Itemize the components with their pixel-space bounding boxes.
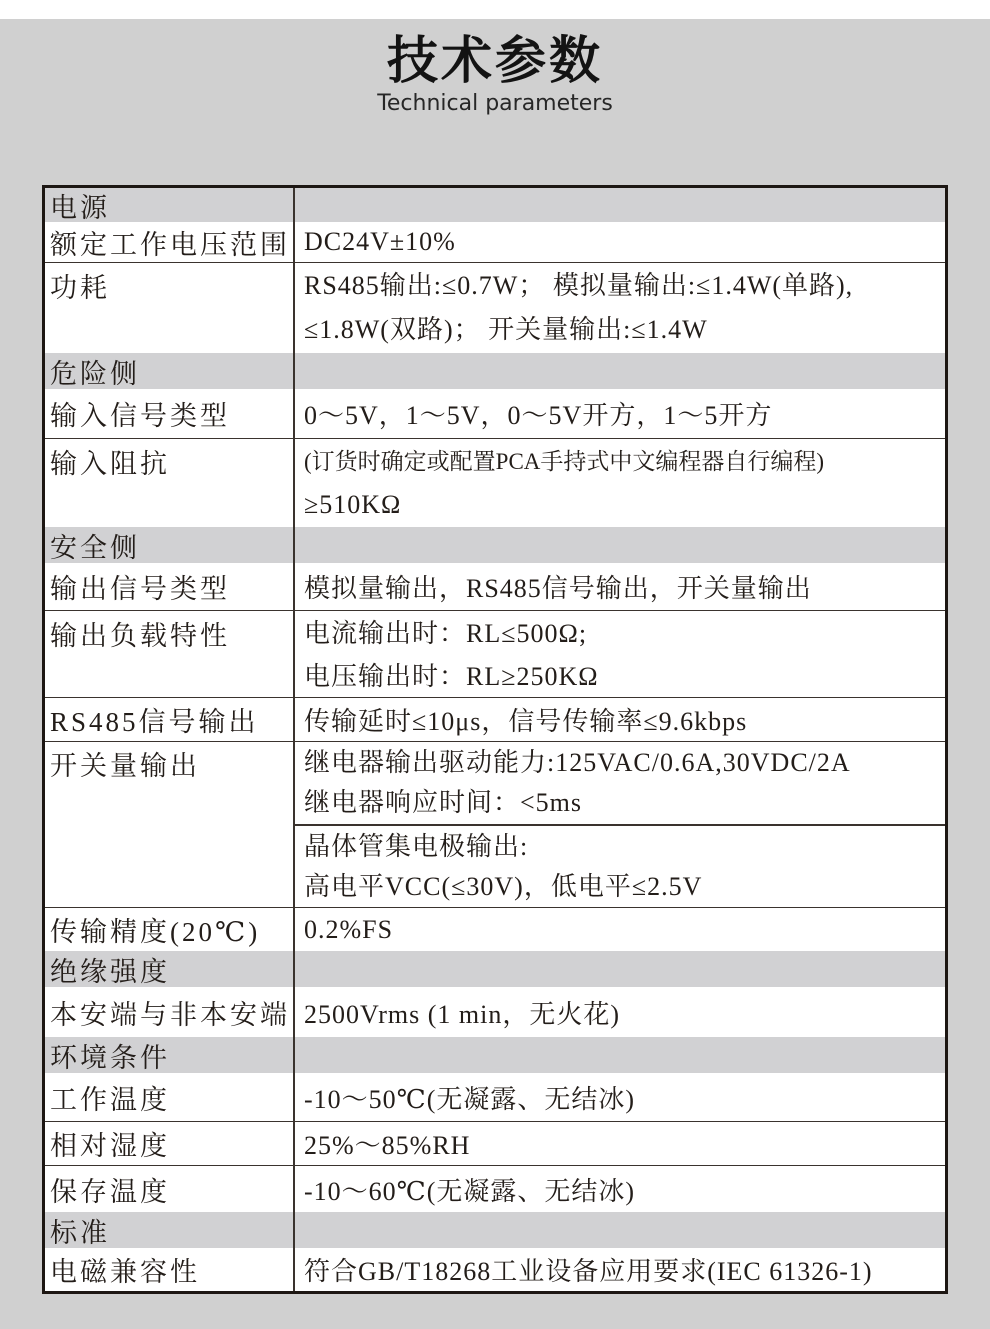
row-label: 相对湿度 xyxy=(45,1122,295,1165)
value-line: (订货时确定或配置PCA手持式中文编程器自行编程) xyxy=(304,449,825,474)
row-output-load-characteristics xyxy=(45,611,945,698)
section-value-empty xyxy=(295,1212,945,1248)
section-value-empty xyxy=(295,353,945,389)
row-storage-temperature xyxy=(45,1166,945,1212)
transistor-output-block xyxy=(295,824,945,906)
value-line: ≤1.8W(双路)； 开关量输出:≤1.4W xyxy=(304,315,708,344)
row-is-end-to-non-is-end xyxy=(45,987,945,1037)
row-label: 传输精度(20℃) xyxy=(45,908,295,951)
row-value: 模拟量输出，RS485信号输出，开关量输出 xyxy=(304,574,812,603)
section-value-empty xyxy=(295,951,945,987)
value-line: 高电平VCC(≤30V)，低电平≤2.5V xyxy=(304,872,703,901)
section-row-standard xyxy=(45,1212,945,1248)
value-line: 晶体管集电极输出: xyxy=(304,832,529,861)
section-label: 绝缘强度 xyxy=(45,951,295,987)
section-label: 安全侧 xyxy=(45,527,295,563)
section-row-environmental-conditions xyxy=(45,1037,945,1073)
row-label: 输入阻抗 xyxy=(45,439,295,527)
value-line: 电压输出时：RL≥250KΩ xyxy=(304,662,599,691)
value-line: 继电器输出驱动能力:125VAC/0.6A,30VDC/2A xyxy=(304,748,851,777)
row-value xyxy=(295,439,945,527)
value-line: ≥510KΩ xyxy=(304,490,402,519)
row-rated-working-voltage-range xyxy=(45,222,945,263)
section-value-empty xyxy=(295,188,945,222)
row-label: 功耗 xyxy=(45,263,295,353)
row-working-temperature xyxy=(45,1073,945,1122)
section-label: 标准 xyxy=(45,1212,295,1248)
section-value-empty xyxy=(295,1037,945,1073)
value-line: 继电器响应时间：<5ms xyxy=(304,788,583,817)
section-value-empty xyxy=(295,527,945,563)
section-row-safe-side xyxy=(45,527,945,563)
value-line: 电流输出时：RL≤500Ω; xyxy=(304,619,588,648)
page-title: 技术参数 xyxy=(386,32,603,91)
row-label: 保存温度 xyxy=(45,1166,295,1212)
row-label: 工作温度 xyxy=(45,1073,295,1121)
row-value xyxy=(295,742,945,907)
section-row-insulation-strength xyxy=(45,951,945,987)
section-row-power xyxy=(45,188,945,222)
row-input-impedance xyxy=(45,439,945,527)
page-header xyxy=(0,34,990,116)
row-value: 2500Vrms (1 min，无火花) xyxy=(304,999,620,1029)
row-transmission-accuracy xyxy=(45,908,945,951)
section-label: 电源 xyxy=(45,188,295,222)
row-value: 0.2%FS xyxy=(304,914,394,944)
row-value: 25%～85%RH xyxy=(304,1131,471,1160)
row-rs485-signal-output xyxy=(45,698,945,742)
row-value xyxy=(295,263,945,353)
row-label: 本安端与非本安端 xyxy=(45,987,295,1037)
row-label: 额定工作电压范围 xyxy=(45,222,295,262)
section-label: 危险侧 xyxy=(45,353,295,389)
row-label: RS485信号输出 xyxy=(45,698,295,741)
row-label: 电磁兼容性 xyxy=(45,1248,295,1291)
row-value: 0～5V，1～5V，0～5V开方，1～5开方 xyxy=(304,401,773,430)
row-input-signal-type xyxy=(45,389,945,439)
row-switch-output xyxy=(45,742,945,908)
row-emc xyxy=(45,1248,945,1291)
row-relative-humidity xyxy=(45,1122,945,1166)
spec-table xyxy=(42,185,948,1294)
row-value xyxy=(295,611,945,697)
row-value: DC24V±10% xyxy=(304,227,456,256)
section-row-hazardous-side xyxy=(45,353,945,389)
row-value: -10～50℃(无凝露、无结冰) xyxy=(304,1084,636,1114)
row-value: -10～60℃(无凝露、无结冰) xyxy=(304,1176,636,1206)
row-label: 开关量输出 xyxy=(45,742,295,907)
value-line: RS485输出:≤0.7W； 模拟量输出:≤1.4W(单路), xyxy=(304,271,854,300)
row-label: 输出信号类型 xyxy=(45,563,295,610)
row-label: 输出负载特性 xyxy=(45,611,295,697)
row-value: 符合GB/T18268工业设备应用要求(IEC 61326-1) xyxy=(304,1257,873,1286)
page-subtitle: Technical parameters xyxy=(377,91,613,116)
section-label: 环境条件 xyxy=(45,1037,295,1073)
relay-output-block xyxy=(295,742,945,824)
row-power-consumption xyxy=(45,263,945,353)
row-label: 输入信号类型 xyxy=(45,389,295,438)
row-output-signal-type xyxy=(45,563,945,611)
row-value: 传输延时≤10μs，信号传输率≤9.6kbps xyxy=(304,707,748,736)
